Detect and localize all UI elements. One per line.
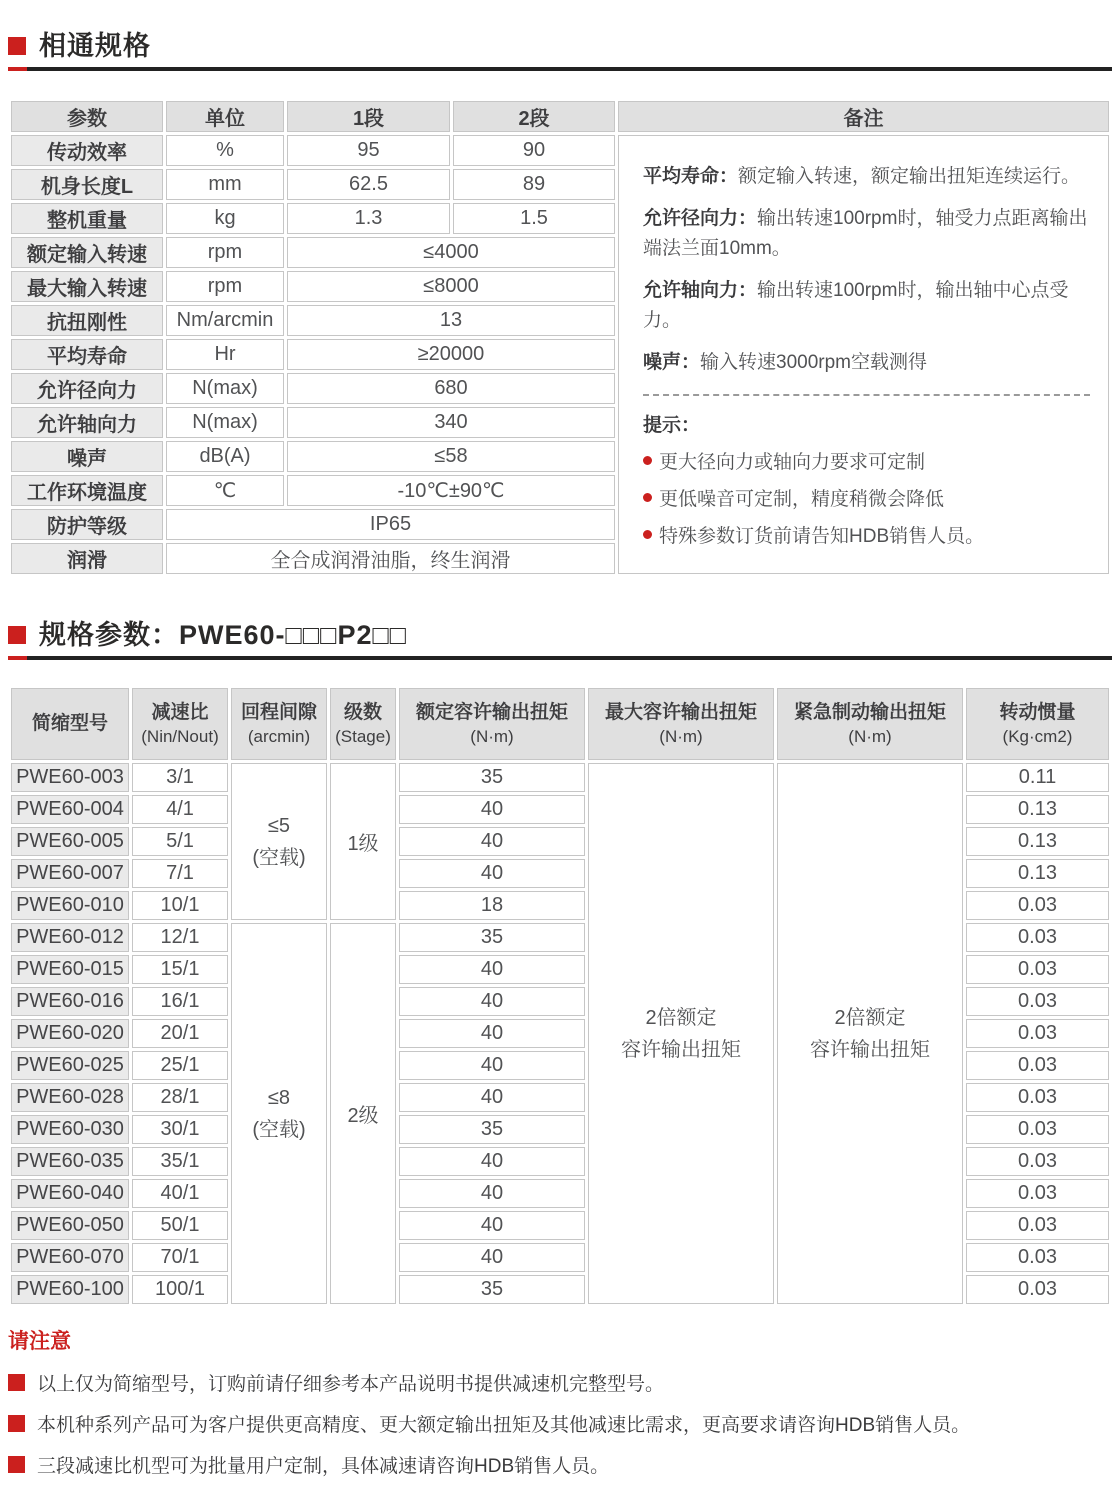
param-name-cell: 抗扭刚性 xyxy=(11,305,163,336)
model-cell: PWE60-004 xyxy=(11,795,129,824)
unit-cell: mm xyxy=(166,169,284,200)
rated-torque-cell: 35 xyxy=(399,763,585,792)
model-cell: PWE60-070 xyxy=(11,1243,129,1272)
model-cell: PWE60-003 xyxy=(11,763,129,792)
rated-torque-cell: 40 xyxy=(399,827,585,856)
spec-col-header-sub: (N·m) xyxy=(659,726,703,746)
value-cell: ≥20000 xyxy=(287,339,615,370)
rated-torque-cell: 40 xyxy=(399,1243,585,1272)
stage2-value-cell: 1.5 xyxy=(453,203,615,234)
notice-item xyxy=(8,1410,1112,1437)
value-cell: 340 xyxy=(287,407,615,438)
spec-col-header xyxy=(399,688,585,760)
rated-torque-cell: 40 xyxy=(399,1019,585,1048)
rated-torque-cell: 35 xyxy=(399,1275,585,1304)
notice-item-text: 以上仅为简缩型号，订购前请仔细参考本产品说明书提供减速机完整型号。 xyxy=(37,1374,665,1395)
unit-cell: Nm/arcmin xyxy=(166,305,284,336)
ratio-cell: 3/1 xyxy=(132,763,228,792)
spec-col-header-sub: (N·m) xyxy=(470,726,514,746)
ratio-cell: 10/1 xyxy=(132,891,228,920)
inertia-cell: 0.03 xyxy=(966,1243,1109,1272)
spec-params-header-row xyxy=(11,688,1109,760)
model-cell: PWE60-016 xyxy=(11,987,129,1016)
stage1-value-cell: 95 xyxy=(287,135,450,166)
spec-col-header-main: 简缩型号 xyxy=(31,713,108,735)
model-cell: PWE60-040 xyxy=(11,1179,129,1208)
model-cell: PWE60-005 xyxy=(11,827,129,856)
inertia-cell: 0.03 xyxy=(966,1019,1109,1048)
red-square-bullet-icon xyxy=(8,1374,25,1391)
spec-col-header xyxy=(132,688,228,760)
stage-cell: 1级 xyxy=(330,763,396,920)
remark-paragraph: 允许轴向力：输出转速100rpm时，输出轴中心点受力。 xyxy=(643,280,1069,331)
rated-torque-cell: 35 xyxy=(399,1115,585,1144)
inertia-cell: 0.03 xyxy=(966,1083,1109,1112)
max-torque-line: 2倍额定 xyxy=(645,1006,717,1029)
col-header-remark: 备注 xyxy=(618,101,1109,132)
inertia-cell: 0.03 xyxy=(966,1147,1109,1176)
rated-torque-cell: 18 xyxy=(399,891,585,920)
param-name-cell: 允许径向力 xyxy=(11,373,163,404)
ratio-cell: 25/1 xyxy=(132,1051,228,1080)
unit-cell: N(max) xyxy=(166,407,284,438)
rated-torque-cell: 40 xyxy=(399,1179,585,1208)
remark-lead: 噪声： xyxy=(643,352,701,374)
inertia-cell: 0.03 xyxy=(966,1211,1109,1240)
common-spec-header-row xyxy=(11,101,1109,132)
spec-col-header-main: 级数 xyxy=(343,702,382,724)
backlash-value: ≤8 xyxy=(267,1086,291,1109)
spec-col-header-sub: (arcmin) xyxy=(247,726,311,746)
ratio-cell: 15/1 xyxy=(132,955,228,984)
red-dot-bullet-icon xyxy=(643,456,652,465)
rated-torque-cell: 35 xyxy=(399,923,585,952)
remarks-cell xyxy=(618,135,1109,574)
model-cell: PWE60-010 xyxy=(11,891,129,920)
tip-item xyxy=(643,521,1090,548)
spec-col-header-sub: (Nin/Nout) xyxy=(141,726,219,746)
spec-row xyxy=(11,763,1109,792)
red-square-bullet-icon xyxy=(8,1456,25,1473)
inertia-cell: 0.03 xyxy=(966,1179,1109,1208)
param-name-cell: 润滑 xyxy=(11,543,163,574)
common-spec-section-title: 相通规格 xyxy=(39,31,151,61)
brake-torque-line: 2倍额定 xyxy=(834,1006,906,1029)
red-square-bullet-icon xyxy=(8,626,26,644)
value-cell: ≤4000 xyxy=(287,237,615,268)
param-name-cell: 工作环境温度 xyxy=(11,475,163,506)
col-header-stage2: 2段 xyxy=(453,101,615,132)
model-cell: PWE60-007 xyxy=(11,859,129,888)
col-header-unit: 单位 xyxy=(166,101,284,132)
remark-lead: 允许轴向力： xyxy=(643,280,758,302)
title-underline xyxy=(8,656,1112,660)
spec-col-header-main: 回程间隙 xyxy=(240,702,317,724)
value-cell: ≤8000 xyxy=(287,271,615,302)
spec-col-header-main: 紧急制动输出扭矩 xyxy=(793,702,946,724)
param-name-cell: 允许轴向力 xyxy=(11,407,163,438)
model-cell: PWE60-100 xyxy=(11,1275,129,1304)
unit-cell: ℃ xyxy=(166,475,284,506)
param-name-cell: 整机重量 xyxy=(11,203,163,234)
unit-cell: Hr xyxy=(166,339,284,370)
ratio-cell: 5/1 xyxy=(132,827,228,856)
spec-params-section-title: 规格参数：PWE60-□□□P2□□ xyxy=(39,620,408,650)
param-name-cell: 平均寿命 xyxy=(11,339,163,370)
red-dot-bullet-icon xyxy=(643,493,652,502)
param-name-cell: 噪声 xyxy=(11,441,163,472)
spec-col-header xyxy=(588,688,774,760)
notice-item-text: 三段减速比机型可为批量用户定制，具体减速请咨询HDB销售人员。 xyxy=(37,1456,610,1477)
ratio-cell: 16/1 xyxy=(132,987,228,1016)
title-underline xyxy=(8,67,1112,71)
inertia-cell: 0.03 xyxy=(966,1051,1109,1080)
spec-col-header-main: 减速比 xyxy=(151,702,209,724)
dashed-divider xyxy=(643,394,1090,396)
ratio-cell: 20/1 xyxy=(132,1019,228,1048)
ratio-cell: 70/1 xyxy=(132,1243,228,1272)
tip-item xyxy=(643,447,1090,474)
ratio-cell: 4/1 xyxy=(132,795,228,824)
tips-title: 提示： xyxy=(643,414,701,436)
spec-col-header xyxy=(11,688,129,760)
inertia-cell: 0.03 xyxy=(966,1275,1109,1304)
max-torque-line: 容许输出扭矩 xyxy=(621,1038,741,1061)
model-cell: PWE60-012 xyxy=(11,923,129,952)
red-dot-bullet-icon xyxy=(643,530,652,539)
stage2-value-cell: 89 xyxy=(453,169,615,200)
rated-torque-cell: 40 xyxy=(399,859,585,888)
value-cell: ≤58 xyxy=(287,441,615,472)
remark-paragraph: 允许径向力：输出转速100rpm时，轴受力点距离输出端法兰面10mm。 xyxy=(643,208,1088,259)
spec-col-header-main: 额定容许输出扭矩 xyxy=(415,702,568,724)
notice-section xyxy=(8,1325,1112,1478)
value-cell: 全合成润滑油脂，终生润滑 xyxy=(166,543,615,574)
brake-torque-line: 容许输出扭矩 xyxy=(810,1038,930,1061)
stage1-value-cell: 1.3 xyxy=(287,203,450,234)
inertia-cell: 0.03 xyxy=(966,923,1109,952)
rated-torque-cell: 40 xyxy=(399,1147,585,1176)
section-header-spec-params xyxy=(8,621,1112,649)
inertia-cell: 0.13 xyxy=(966,827,1109,856)
backlash-cell xyxy=(231,763,327,920)
spec-params-table xyxy=(8,685,1112,1307)
inertia-cell: 0.03 xyxy=(966,955,1109,984)
notice-item xyxy=(8,1451,1112,1478)
backlash-note: (空载) xyxy=(252,1118,306,1141)
model-cell: PWE60-015 xyxy=(11,955,129,984)
unit-cell: rpm xyxy=(166,237,284,268)
backlash-cell xyxy=(231,923,327,1304)
unit-cell: N(max) xyxy=(166,373,284,404)
spec-col-header-main: 转动惯量 xyxy=(999,702,1076,724)
param-name-cell: 防护等级 xyxy=(11,509,163,540)
model-cell: PWE60-035 xyxy=(11,1147,129,1176)
common-spec-row xyxy=(11,135,1109,166)
value-cell: 680 xyxy=(287,373,615,404)
model-cell: PWE60-030 xyxy=(11,1115,129,1144)
notice-item-text: 本机种系列产品可为客户提供更高精度、更大额定输出扭矩及其他减速比需求，更高要求请咨询HDB销售人员。 xyxy=(37,1415,971,1436)
unit-cell: kg xyxy=(166,203,284,234)
param-name-cell: 传动效率 xyxy=(11,135,163,166)
spec-col-header xyxy=(231,688,327,760)
param-name-cell: 额定输入转速 xyxy=(11,237,163,268)
backlash-note: (空载) xyxy=(252,846,306,869)
notice-item xyxy=(8,1369,1112,1396)
unit-cell: rpm xyxy=(166,271,284,302)
value-cell: IP65 xyxy=(166,509,615,540)
ratio-cell: 28/1 xyxy=(132,1083,228,1112)
inertia-cell: 0.13 xyxy=(966,859,1109,888)
value-cell: -10℃±90℃ xyxy=(287,475,615,506)
rated-torque-cell: 40 xyxy=(399,1083,585,1112)
inertia-cell: 0.03 xyxy=(966,891,1109,920)
spec-col-header xyxy=(777,688,963,760)
brake-torque-cell xyxy=(777,763,963,1304)
rated-torque-cell: 40 xyxy=(399,955,585,984)
param-name-cell: 最大输入转速 xyxy=(11,271,163,302)
col-header-param: 参数 xyxy=(11,101,163,132)
spec-col-header-sub: (N·m) xyxy=(848,726,892,746)
spec-col-header-sub: (Kg·cm2) xyxy=(1002,726,1073,746)
ratio-cell: 40/1 xyxy=(132,1179,228,1208)
model-cell: PWE60-028 xyxy=(11,1083,129,1112)
ratio-cell: 12/1 xyxy=(132,923,228,952)
notice-title: 请注意 xyxy=(8,1330,71,1353)
remark-lead: 平均寿命： xyxy=(643,166,739,187)
rated-torque-cell: 40 xyxy=(399,795,585,824)
backlash-value: ≤5 xyxy=(267,814,291,837)
rated-torque-cell: 40 xyxy=(399,1051,585,1080)
rated-torque-cell: 40 xyxy=(399,987,585,1016)
tip-text: 特殊参数订货前请告知HDB销售人员。 xyxy=(659,525,985,547)
remark-paragraph: 平均寿命：额定输入转速，额定输出扭矩连续运行。 xyxy=(643,166,1081,187)
tip-item xyxy=(643,484,1090,511)
inertia-cell: 0.11 xyxy=(966,763,1109,792)
remark-paragraph: 噪声：输入转速3000rpm空载测得 xyxy=(643,352,928,374)
remark-lead: 允许径向力： xyxy=(643,208,758,230)
stage2-value-cell: 90 xyxy=(453,135,615,166)
spec-col-header-main: 最大容许输出扭矩 xyxy=(604,702,757,724)
unit-cell: % xyxy=(166,135,284,166)
ratio-cell: 35/1 xyxy=(132,1147,228,1176)
spec-col-header-sub: (Stage) xyxy=(335,726,391,746)
param-name-cell: 机身长度L xyxy=(11,169,163,200)
spec-col-header xyxy=(330,688,396,760)
rated-torque-cell: 40 xyxy=(399,1211,585,1240)
max-torque-cell xyxy=(588,763,774,1304)
spec-col-header xyxy=(966,688,1109,760)
tip-text: 更大径向力或轴向力要求可定制 xyxy=(659,451,926,473)
stage1-value-cell: 62.5 xyxy=(287,169,450,200)
common-spec-table xyxy=(8,98,1112,577)
ratio-cell: 30/1 xyxy=(132,1115,228,1144)
ratio-cell: 50/1 xyxy=(132,1211,228,1240)
ratio-cell: 100/1 xyxy=(132,1275,228,1304)
notice-items xyxy=(8,1369,1112,1478)
inertia-cell: 0.13 xyxy=(966,795,1109,824)
red-square-bullet-icon xyxy=(8,37,26,55)
section-header-common-spec xyxy=(8,0,1112,60)
model-cell: PWE60-050 xyxy=(11,1211,129,1240)
inertia-cell: 0.03 xyxy=(966,1115,1109,1144)
red-square-bullet-icon xyxy=(8,1415,25,1432)
model-cell: PWE60-025 xyxy=(11,1051,129,1080)
model-cell: PWE60-020 xyxy=(11,1019,129,1048)
tip-text: 更低噪音可定制，精度稍微会降低 xyxy=(659,488,945,510)
inertia-cell: 0.03 xyxy=(966,987,1109,1016)
stage-cell: 2级 xyxy=(330,923,396,1304)
unit-cell: dB(A) xyxy=(166,441,284,472)
value-cell: 13 xyxy=(287,305,615,336)
col-header-stage1: 1段 xyxy=(287,101,450,132)
ratio-cell: 7/1 xyxy=(132,859,228,888)
